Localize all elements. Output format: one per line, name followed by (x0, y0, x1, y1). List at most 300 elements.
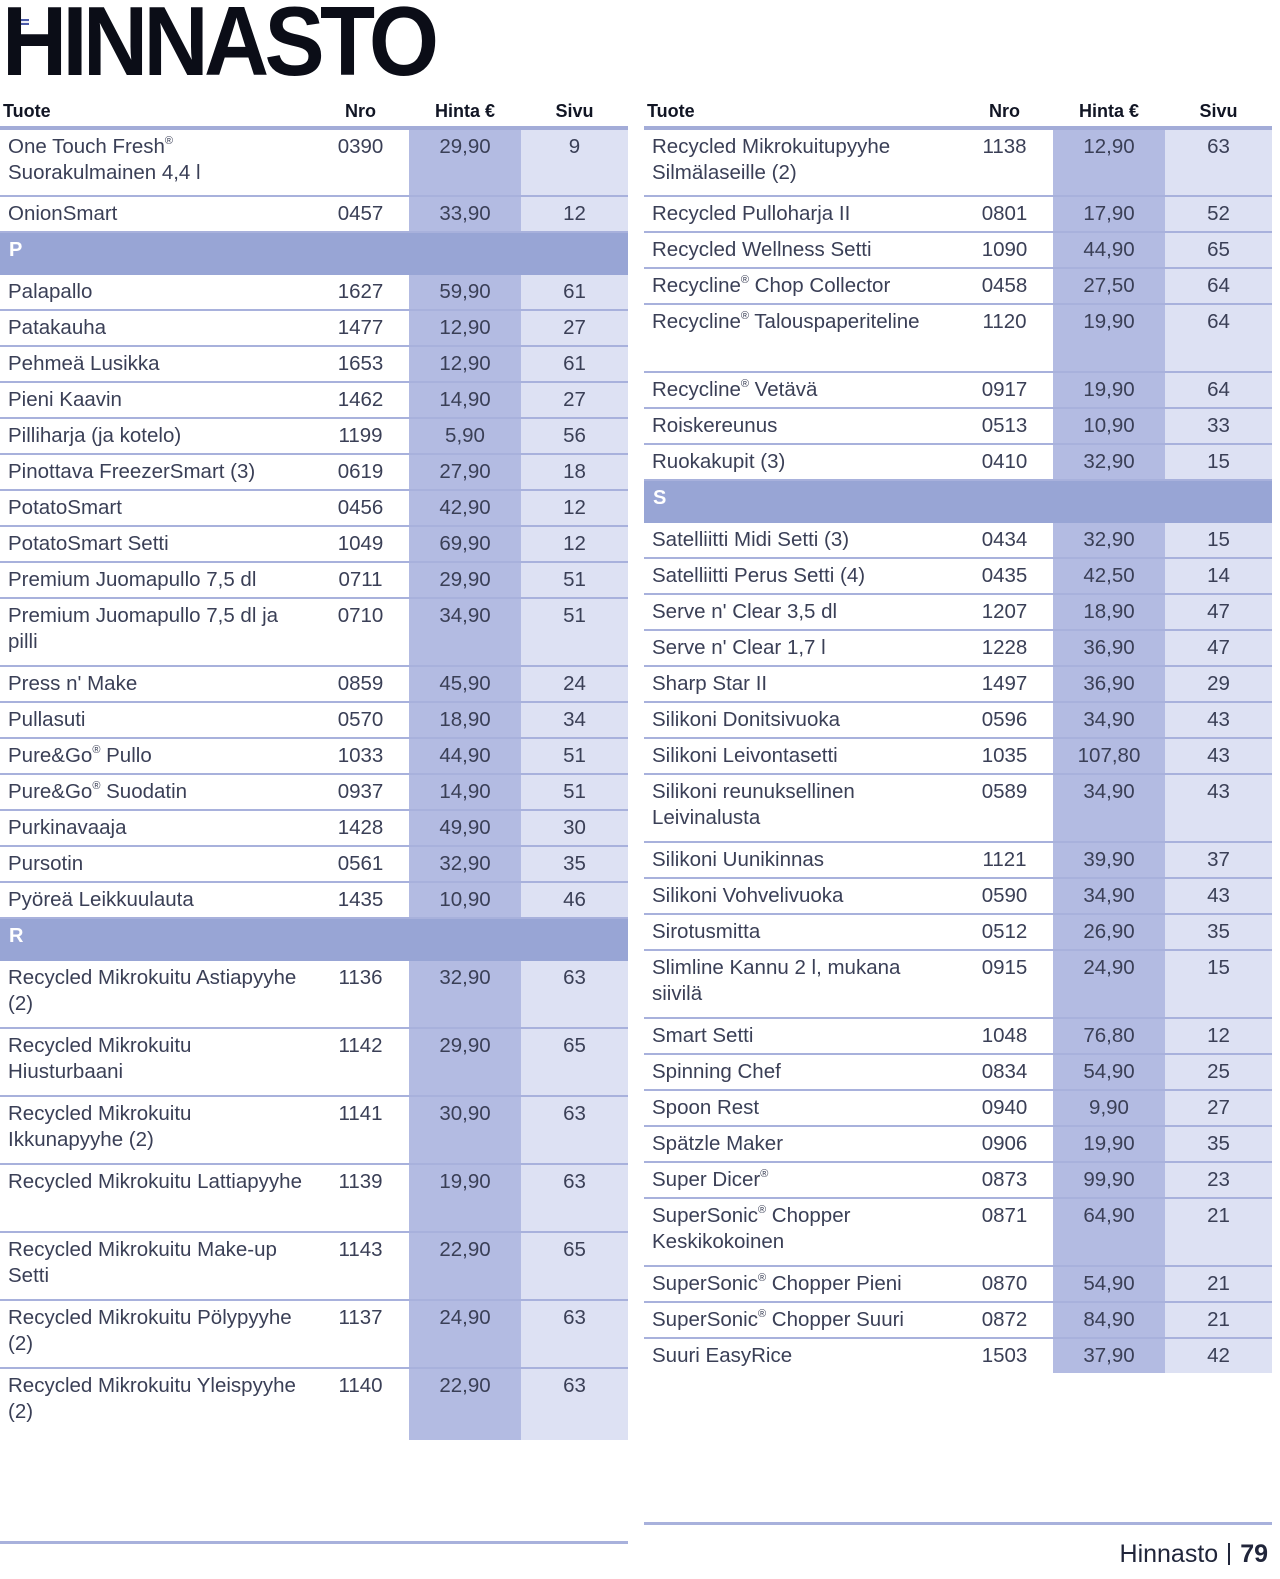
catalog-page: 15 (1165, 950, 1272, 1018)
product-price: 29,90 (409, 128, 521, 196)
catalog-page: 63 (521, 1300, 628, 1368)
product-number: 0458 (956, 268, 1053, 304)
product-name: Recycled Mikrokuitupyyhe Silmälaseille (2) (644, 128, 956, 196)
table-row (644, 1090, 1272, 1126)
catalog-page: 42 (1165, 1338, 1272, 1373)
table-row (0, 882, 628, 918)
product-price: 32,90 (1053, 444, 1165, 480)
table-row (644, 304, 1272, 372)
product-name: Slimline Kannu 2 l, mukana siivilä (644, 950, 956, 1018)
product-name: Spinning Chef (644, 1054, 956, 1090)
section-letter: P (0, 232, 628, 274)
product-number: 0434 (956, 522, 1053, 558)
product-number: 1141 (312, 1096, 409, 1164)
product-price: 39,90 (1053, 842, 1165, 878)
product-number: 1207 (956, 594, 1053, 630)
table-row (644, 444, 1272, 480)
catalog-page: 51 (521, 598, 628, 666)
table-row (0, 1096, 628, 1164)
catalog-page: 30 (521, 810, 628, 846)
catalog-page: 43 (1165, 738, 1272, 774)
product-name: Serve n' Clear 1,7 l (644, 630, 956, 666)
catalog-page: 25 (1165, 1054, 1272, 1090)
product-name: SuperSonic® Chopper Pieni (644, 1266, 956, 1302)
catalog-page: 37 (1165, 842, 1272, 878)
product-price: 18,90 (1053, 594, 1165, 630)
product-number: 0512 (956, 914, 1053, 950)
product-number: 1653 (312, 346, 409, 382)
header-price: Hinta € (1053, 96, 1165, 128)
product-price: 42,90 (409, 490, 521, 526)
table-row (644, 268, 1272, 304)
table-row (0, 490, 628, 526)
table-body-right (644, 128, 1272, 1373)
product-number: 1142 (312, 1028, 409, 1096)
section-letter: S (644, 480, 1272, 522)
table-row (644, 666, 1272, 702)
catalog-page: 47 (1165, 594, 1272, 630)
catalog-page: 35 (1165, 914, 1272, 950)
catalog-page: 27 (521, 310, 628, 346)
product-number: 0940 (956, 1090, 1053, 1126)
product-name: Silikoni Donitsivuoka (644, 702, 956, 738)
table-header (644, 96, 1272, 128)
product-number: 0906 (956, 1126, 1053, 1162)
product-price: 27,50 (1053, 268, 1165, 304)
catalog-page: 63 (521, 1164, 628, 1232)
product-price: 17,90 (1053, 196, 1165, 232)
product-number: 0590 (956, 878, 1053, 914)
product-name: Pure&Go® Pullo (0, 738, 312, 774)
table-row (0, 1300, 628, 1368)
table-row (644, 630, 1272, 666)
catalog-page: 12 (521, 490, 628, 526)
product-price: 29,90 (409, 562, 521, 598)
table-row (644, 914, 1272, 950)
product-number: 1137 (312, 1300, 409, 1368)
table-header (0, 96, 628, 128)
catalog-page: 63 (521, 1368, 628, 1440)
catalog-page: 64 (1165, 304, 1272, 372)
product-price: 36,90 (1053, 666, 1165, 702)
product-name: Patakauha (0, 310, 312, 346)
product-name: Pinottava FreezerSmart (3) (0, 454, 312, 490)
table-row (644, 1302, 1272, 1338)
product-name: Recycled Mikrokuitu Make-up Setti (0, 1232, 312, 1300)
product-name: Silikoni Vohvelivuoka (644, 878, 956, 914)
product-price: 44,90 (409, 738, 521, 774)
catalog-page: 65 (521, 1232, 628, 1300)
product-number: 0410 (956, 444, 1053, 480)
table-row (0, 774, 628, 810)
product-price: 44,90 (1053, 232, 1165, 268)
product-price: 19,90 (409, 1164, 521, 1232)
product-number: 0589 (956, 774, 1053, 842)
product-name: Ruokakupit (3) (644, 444, 956, 480)
header-product: Tuote (0, 96, 312, 128)
product-price: 76,80 (1053, 1018, 1165, 1054)
catalog-page: 21 (1165, 1302, 1272, 1338)
catalog-page: 21 (1165, 1266, 1272, 1302)
product-number: 0710 (312, 598, 409, 666)
product-name: Pieni Kaavin (0, 382, 312, 418)
table-row (0, 382, 628, 418)
catalog-page: 65 (1165, 232, 1272, 268)
product-number: 1428 (312, 810, 409, 846)
product-name: Recycled Mikrokuitu Yleispyyhe (2) (8, 1374, 296, 1423)
table-bottom-rule (644, 1522, 1272, 1525)
catalog-page: 64 (1165, 268, 1272, 304)
page-footer (1120, 1540, 1268, 1569)
table-row (644, 522, 1272, 558)
product-name: Recycline® Chop Collector (644, 268, 956, 304)
section-header (644, 480, 1272, 522)
product-name: Smart Setti (644, 1018, 956, 1054)
product-number: 0872 (956, 1302, 1053, 1338)
product-number: 1228 (956, 630, 1053, 666)
product-price: 54,90 (1053, 1054, 1165, 1090)
product-price: 36,90 (1053, 630, 1165, 666)
product-price: 33,90 (409, 196, 521, 232)
product-number: 1497 (956, 666, 1053, 702)
product-name: One Touch Fresh® Suorakulmainen 4,4 l (0, 128, 312, 196)
catalog-page: 12 (521, 526, 628, 562)
product-number: 0457 (312, 196, 409, 232)
catalog-page: 64 (1165, 372, 1272, 408)
product-name: Pilliharja (ja kotelo) (0, 418, 312, 454)
table-row (0, 562, 628, 598)
catalog-page: 14 (1165, 558, 1272, 594)
product-name: Premium Juomapullo 7,5 dl (0, 562, 312, 598)
product-name: Palapallo (0, 274, 312, 310)
product-name: Pure&Go® Suodatin (0, 774, 312, 810)
product-number: 0619 (312, 454, 409, 490)
product-number: 0917 (956, 372, 1053, 408)
product-name: Spoon Rest (644, 1090, 956, 1126)
table-row (644, 878, 1272, 914)
product-price: 22,90 (409, 1232, 521, 1300)
table-row (644, 1338, 1272, 1373)
table-row (0, 346, 628, 382)
catalog-page: 12 (521, 196, 628, 232)
product-name: Super Dicer® (644, 1162, 956, 1198)
page-number: 79 (1240, 1540, 1268, 1568)
product-name: Pursotin (0, 846, 312, 882)
product-number: 1462 (312, 382, 409, 418)
product-number: 0570 (312, 702, 409, 738)
catalog-page: 29 (1165, 666, 1272, 702)
catalog-page: 47 (1165, 630, 1272, 666)
table-row (0, 1368, 628, 1440)
table-row (0, 274, 628, 310)
product-number: 0456 (312, 490, 409, 526)
table-row (644, 1198, 1272, 1266)
catalog-page: 43 (1165, 774, 1272, 842)
catalog-page: 61 (521, 274, 628, 310)
product-number: 1140 (312, 1368, 409, 1440)
product-number: 1136 (312, 960, 409, 1028)
catalog-page: 27 (521, 382, 628, 418)
table-row (644, 372, 1272, 408)
product-number: 1199 (312, 418, 409, 454)
table-row (0, 526, 628, 562)
product-price: 10,90 (409, 882, 521, 918)
product-price: 24,90 (409, 1300, 521, 1368)
product-name: Purkinavaaja (0, 810, 312, 846)
page-title: HINNASTO (2, 0, 435, 96)
product-price: 19,90 (1053, 304, 1165, 372)
product-name: Spätzle Maker (644, 1126, 956, 1162)
table-row (0, 418, 628, 454)
product-price: 24,90 (1053, 950, 1165, 1018)
table-row (0, 846, 628, 882)
product-price: 37,90 (1053, 1338, 1165, 1373)
product-number: 0859 (312, 666, 409, 702)
table-row (644, 594, 1272, 630)
product-number: 1138 (956, 128, 1053, 196)
product-number: 1139 (312, 1164, 409, 1232)
product-number: 0596 (956, 702, 1053, 738)
product-price: 14,90 (409, 382, 521, 418)
catalog-page: 56 (521, 418, 628, 454)
product-name: SuperSonic® Chopper Suuri (644, 1302, 956, 1338)
product-name: Satelliitti Perus Setti (4) (644, 558, 956, 594)
product-price: 18,90 (409, 702, 521, 738)
product-name: SuperSonic® Chopper Keskikokoinen (644, 1198, 956, 1266)
product-name: Recycled Mikrokuitu Hiusturbaani (0, 1028, 312, 1096)
section-letter: R (0, 918, 628, 960)
product-number: 0390 (312, 128, 409, 196)
product-name: Sirotusmitta (644, 914, 956, 950)
product-number: 1477 (312, 310, 409, 346)
catalog-page: 15 (1165, 522, 1272, 558)
product-number: 0871 (956, 1198, 1053, 1266)
product-price: 99,90 (1053, 1162, 1165, 1198)
catalog-page: 65 (521, 1028, 628, 1096)
product-name: Recycled Mikrokuitu Lattiapyyhe (0, 1164, 312, 1232)
product-name: Premium Juomapullo 7,5 dl ja pilli (0, 598, 312, 666)
product-price: 32,90 (409, 960, 521, 1028)
catalog-page: 9 (521, 128, 628, 196)
table-row (0, 310, 628, 346)
product-name: Recycled Mikrokuitu Pölypyyhe (2) (0, 1300, 312, 1368)
product-price: 12,90 (409, 346, 521, 382)
product-name: Silikoni reunuksellinen Leivinalusta (644, 774, 956, 842)
section-header (0, 918, 628, 960)
product-price: 34,90 (1053, 774, 1165, 842)
product-number: 1435 (312, 882, 409, 918)
table-row (0, 598, 628, 666)
table-row (0, 196, 628, 232)
product-name: PotatoSmart Setti (0, 526, 312, 562)
product-price: 9,90 (1053, 1090, 1165, 1126)
product-number: 1627 (312, 274, 409, 310)
product-price: 27,90 (409, 454, 521, 490)
table-row (0, 702, 628, 738)
table-row (644, 232, 1272, 268)
product-number: 1121 (956, 842, 1053, 878)
product-name: OnionSmart (0, 196, 312, 232)
product-name: Recycled Pulloharja II (644, 196, 956, 232)
table-row (0, 1164, 628, 1232)
product-name: Satelliitti Midi Setti (3) (644, 522, 956, 558)
product-name: Recycline® Talouspaperiteline (644, 304, 956, 372)
table-bottom-rule (0, 1541, 628, 1544)
footer-label: Hinnasto (1119, 1540, 1219, 1568)
price-table-left (0, 96, 628, 1440)
catalog-page: 35 (1165, 1126, 1272, 1162)
table-row (644, 1018, 1272, 1054)
table-row (0, 666, 628, 702)
product-price: 12,90 (1053, 128, 1165, 196)
product-name: Serve n' Clear 3,5 dl (644, 594, 956, 630)
table-row (0, 1232, 628, 1300)
catalog-page: 33 (1165, 408, 1272, 444)
product-name: Recycled Mikrokuitu Astiapyyhe (2) (0, 960, 312, 1028)
table-row (0, 960, 628, 1028)
product-price: 59,90 (409, 274, 521, 310)
product-number: 0873 (956, 1162, 1053, 1198)
product-price: 64,90 (1053, 1198, 1165, 1266)
table-row (644, 1054, 1272, 1090)
header-price: Hinta € (409, 96, 521, 128)
table-row (644, 950, 1272, 1018)
table-row (644, 774, 1272, 842)
product-price: 34,90 (409, 598, 521, 666)
product-number: 0711 (312, 562, 409, 598)
product-number: 0513 (956, 408, 1053, 444)
product-number: 0435 (956, 558, 1053, 594)
catalog-page: 46 (521, 882, 628, 918)
catalog-page: 27 (1165, 1090, 1272, 1126)
product-price: 14,90 (409, 774, 521, 810)
product-number: 1035 (956, 738, 1053, 774)
product-number: 1048 (956, 1018, 1053, 1054)
product-name: Pyöreä Leikkuulauta (0, 882, 312, 918)
catalog-page: 51 (521, 738, 628, 774)
product-name: Roiskereunus (644, 408, 956, 444)
table-row (0, 1028, 628, 1096)
table-row (644, 1162, 1272, 1198)
product-name: Suuri EasyRice (652, 1344, 793, 1367)
product-price: 45,90 (409, 666, 521, 702)
section-header (0, 232, 628, 274)
product-number: 1143 (312, 1232, 409, 1300)
product-price: 22,90 (409, 1368, 521, 1440)
product-price: 69,90 (409, 526, 521, 562)
product-price: 49,90 (409, 810, 521, 846)
table-row (644, 128, 1272, 196)
product-number: 1049 (312, 526, 409, 562)
product-number: 1120 (956, 304, 1053, 372)
catalog-page: 24 (521, 666, 628, 702)
product-number: 0801 (956, 196, 1053, 232)
header-page: Sivu (521, 96, 628, 128)
table-row (644, 842, 1272, 878)
table-row (644, 1266, 1272, 1302)
catalog-page: 34 (521, 702, 628, 738)
product-number: 0870 (956, 1266, 1053, 1302)
footer-divider (1228, 1543, 1230, 1565)
product-name: Pehmeä Lusikka (0, 346, 312, 382)
product-price: 107,80 (1053, 738, 1165, 774)
product-price: 19,90 (1053, 372, 1165, 408)
table-row (644, 702, 1272, 738)
product-name: Press n' Make (0, 666, 312, 702)
price-table-right (644, 96, 1272, 1373)
product-price: 54,90 (1053, 1266, 1165, 1302)
product-number: 0561 (312, 846, 409, 882)
product-price: 34,90 (1053, 702, 1165, 738)
catalog-page: 15 (1165, 444, 1272, 480)
product-name: Sharp Star II (644, 666, 956, 702)
product-price: 26,90 (1053, 914, 1165, 950)
catalog-page: 43 (1165, 878, 1272, 914)
catalog-page: 61 (521, 346, 628, 382)
product-number: 1503 (956, 1338, 1053, 1373)
product-number: 1033 (312, 738, 409, 774)
catalog-page: 63 (521, 960, 628, 1028)
product-price: 29,90 (409, 1028, 521, 1096)
catalog-page: 23 (1165, 1162, 1272, 1198)
product-name: Recycline® Vetävä (644, 372, 956, 408)
catalog-page: 43 (1165, 702, 1272, 738)
product-number: 0937 (312, 774, 409, 810)
catalog-page: 51 (521, 774, 628, 810)
header-product: Tuote (644, 96, 956, 128)
product-price: 30,90 (409, 1096, 521, 1164)
header-nro: Nro (956, 96, 1053, 128)
table-row (0, 128, 628, 196)
catalog-page: 63 (1165, 128, 1272, 196)
product-name: Silikoni Uunikinnas (644, 842, 956, 878)
catalog-page: 21 (1165, 1198, 1272, 1266)
product-price: 12,90 (409, 310, 521, 346)
product-name: Silikoni Leivontasetti (644, 738, 956, 774)
product-name: PotatoSmart (0, 490, 312, 526)
product-name: Pullasuti (0, 702, 312, 738)
product-name: Recycled Wellness Setti (644, 232, 956, 268)
product-number: 0915 (956, 950, 1053, 1018)
catalog-page: 12 (1165, 1018, 1272, 1054)
product-number: 1090 (956, 232, 1053, 268)
product-price: 32,90 (1053, 522, 1165, 558)
product-price: 19,90 (1053, 1126, 1165, 1162)
table-row (644, 738, 1272, 774)
product-name: Recycled Mikrokuitu Ikkunapyyhe (2) (0, 1096, 312, 1164)
product-price: 32,90 (409, 846, 521, 882)
table-row (0, 454, 628, 490)
header-page: Sivu (1165, 96, 1272, 128)
table-body-left (0, 128, 628, 1440)
table-row (644, 558, 1272, 594)
catalog-page: 52 (1165, 196, 1272, 232)
product-price: 5,90 (409, 418, 521, 454)
catalog-page: 63 (521, 1096, 628, 1164)
product-price: 34,90 (1053, 878, 1165, 914)
product-price: 10,90 (1053, 408, 1165, 444)
table-row (0, 810, 628, 846)
header-nro: Nro (312, 96, 409, 128)
table-row (0, 738, 628, 774)
product-price: 42,50 (1053, 558, 1165, 594)
catalog-page: 51 (521, 562, 628, 598)
table-row (644, 1126, 1272, 1162)
product-price: 84,90 (1053, 1302, 1165, 1338)
catalog-page: 35 (521, 846, 628, 882)
table-row (644, 408, 1272, 444)
table-row (644, 196, 1272, 232)
